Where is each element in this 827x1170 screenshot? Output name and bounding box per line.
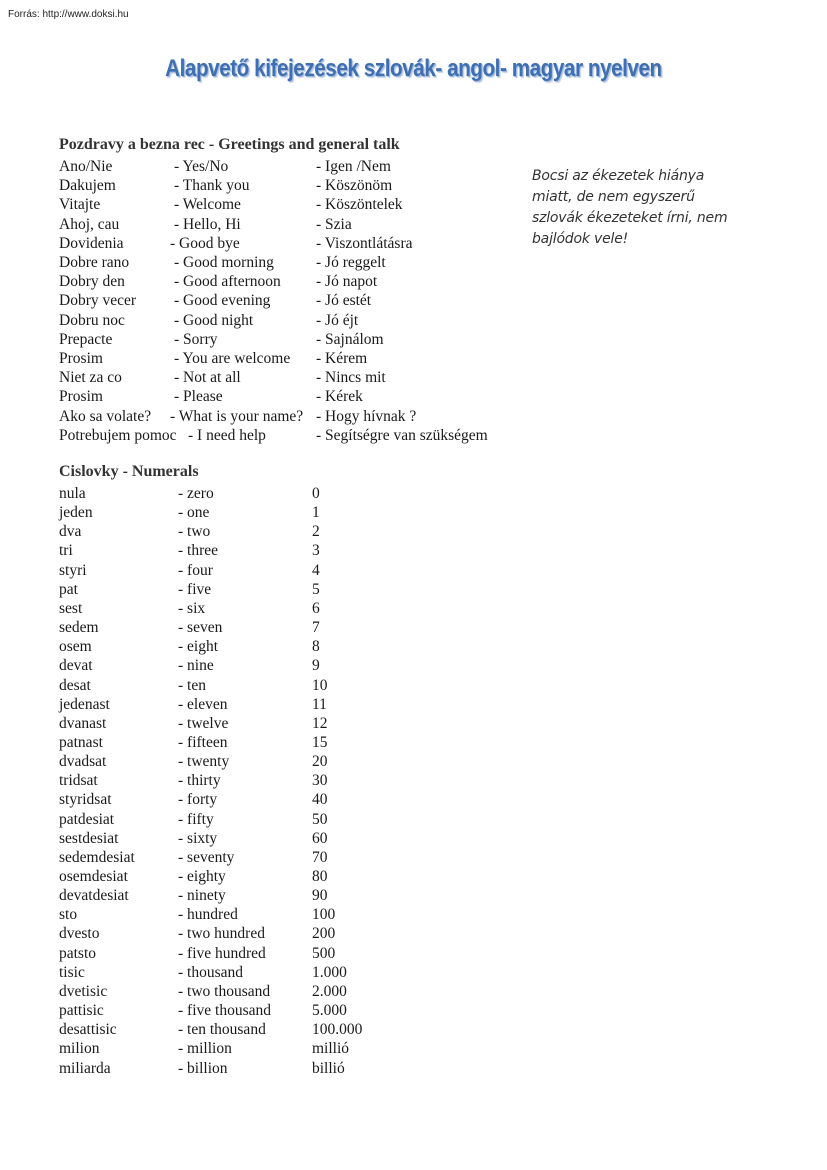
english-numeral: - billion [178, 1059, 228, 1077]
english-numeral: - five [178, 580, 212, 598]
numeral-value: 7 [312, 619, 320, 637]
numeral-value: 8 [312, 638, 320, 656]
slovak-phrase: Potrebujem pomoc [59, 426, 177, 444]
slovak-numeral: milion [59, 1040, 100, 1058]
english-phrase: - Welcome [174, 196, 241, 214]
hungarian-phrase: - Viszontlátásra [316, 234, 413, 252]
slovak-numeral: patsto [59, 944, 97, 962]
numeral-value: 200 [312, 925, 336, 943]
slovak-numeral: nula [59, 485, 86, 502]
hungarian-phrase: - Jó éjt [316, 311, 359, 329]
slovak-numeral: sto [59, 906, 78, 924]
english-numeral: - seven [178, 619, 223, 637]
english-phrase: - Good afternoon [174, 273, 281, 291]
slovak-phrase: Prosim [59, 388, 103, 406]
slovak-numeral: jedenast [59, 695, 110, 713]
english-numeral: - forty [178, 791, 218, 809]
slovak-phrase: Dobru noc [59, 311, 125, 329]
numeral-value: 2.000 [312, 982, 347, 1000]
slovak-numeral: dvesto [59, 925, 100, 943]
numeral-value: 30 [312, 772, 328, 790]
numerals-heading: Cislovky - Numerals [59, 463, 199, 480]
english-phrase: - What is your name? [170, 407, 304, 425]
english-numeral: - seventy [178, 848, 235, 866]
english-phrase: - Hello, Hi [174, 215, 241, 233]
hungarian-phrase: - Szia [316, 215, 352, 233]
hungarian-phrase: - Hogy hívnak ? [316, 407, 417, 425]
hungarian-phrase: - Köszöntelek [316, 196, 403, 214]
english-numeral: - two hundred [178, 925, 265, 943]
numeral-value: 2 [312, 523, 320, 541]
numeral-value: 90 [312, 887, 328, 905]
slovak-phrase: Dakujem [59, 177, 116, 195]
english-numeral: - four [178, 561, 213, 579]
slovak-phrase: Dobry vecer [59, 292, 137, 310]
slovak-numeral: osem [59, 638, 92, 656]
handwritten-note: Bocsi az ékezetek hiánya miatt, de nem egyszerű szlovák ékezeteket írni, nem bajlódok vele! [532, 168, 728, 247]
hungarian-phrase: - Jó reggelt [316, 254, 386, 271]
page-title: Alapvető kifejezések szlovák- angol- magyar nyelven [165, 55, 662, 82]
english-numeral: - thirty [178, 772, 221, 790]
english-numeral: - ninety [178, 887, 226, 905]
slovak-phrase: Ahoj, cau [59, 215, 120, 233]
english-phrase: - Sorry [174, 330, 218, 348]
slovak-numeral: sest [59, 599, 83, 617]
numeral-value: 5 [312, 580, 320, 598]
numeral-value: 6 [312, 599, 320, 617]
english-phrase: - Thank you [174, 177, 250, 195]
english-phrase: - Good night [174, 311, 254, 329]
english-numeral: - sixty [178, 829, 218, 847]
slovak-numeral: dvetisic [59, 982, 108, 1000]
english-numeral: - six [178, 599, 206, 617]
english-phrase: - Yes/No [174, 158, 229, 175]
hungarian-phrase: - Kérek [316, 388, 363, 406]
slovak-numeral: devatdesiat [59, 887, 129, 905]
slovak-numeral: osemdesiat [59, 868, 128, 885]
hungarian-phrase: - Segítségre van szükségem [316, 426, 488, 444]
slovak-phrase: Dovidenia [59, 234, 124, 252]
numeral-value: 100 [312, 906, 336, 924]
english-phrase: - Good morning [174, 254, 274, 271]
english-numeral: - two [178, 523, 211, 541]
slovak-numeral: dvadsat [59, 753, 107, 771]
numeral-value: 9 [312, 657, 320, 675]
slovak-numeral: patnast [59, 733, 103, 751]
slovak-numeral: styridsat [59, 791, 112, 809]
numeral-value: 1 [312, 504, 320, 522]
english-numeral: - thousand [178, 963, 244, 981]
slovak-numeral: styri [59, 561, 87, 579]
numeral-value: 3 [312, 542, 320, 560]
english-numeral: - three [178, 542, 219, 560]
slovak-phrase: Dobry den [59, 273, 125, 291]
greetings-heading: Pozdravy a bezna rec - Greetings and general talk [59, 136, 400, 153]
hungarian-phrase: - Igen /Nem [316, 158, 391, 175]
english-phrase: - Good bye [170, 234, 240, 252]
numeral-value: 1.000 [312, 963, 347, 981]
english-numeral: - eighty [178, 868, 226, 885]
hungarian-phrase: - Nincs mit [316, 369, 386, 387]
numeral-value: 15 [312, 733, 328, 751]
numeral-value: 500 [312, 944, 336, 962]
english-phrase: - Good evening [174, 292, 271, 310]
english-phrase: - Not at all [174, 369, 241, 387]
slovak-phrase: Prosim [59, 350, 103, 367]
slovak-numeral: sestdesiat [59, 829, 119, 847]
slovak-numeral: dva [59, 523, 82, 541]
slovak-numeral: devat [59, 657, 93, 675]
english-phrase: - Please [174, 388, 223, 406]
english-numeral: - twelve [178, 714, 229, 732]
slovak-numeral: tisic [59, 963, 85, 981]
slovak-numeral: sedemdesiat [59, 848, 135, 866]
hungarian-phrase: - Jó estét [316, 292, 372, 310]
numeral-value: 20 [312, 753, 328, 771]
numeral-value: millió [312, 1040, 350, 1058]
hungarian-phrase: - Köszönöm [316, 177, 393, 195]
numeral-value: 100.000 [312, 1021, 363, 1039]
numeral-value: billió [312, 1059, 345, 1077]
numeral-value: 11 [312, 695, 327, 713]
english-numeral: - five hundred [178, 944, 266, 962]
slovak-phrase: Ako sa volate? [59, 407, 152, 425]
english-numeral: - zero [178, 485, 214, 502]
english-numeral: - five thousand [178, 1002, 271, 1020]
english-numeral: - two thousand [178, 982, 271, 1000]
hungarian-phrase: - Sajnálom [316, 330, 384, 348]
numeral-value: 70 [312, 848, 328, 866]
slovak-numeral: pat [59, 580, 78, 598]
numeral-value: 10 [312, 676, 328, 694]
numeral-value: 5.000 [312, 1002, 347, 1020]
slovak-numeral: desat [59, 676, 91, 694]
slovak-numeral: jeden [59, 504, 93, 522]
numeral-value: 50 [312, 810, 328, 828]
slovak-phrase: Prepacte [59, 330, 113, 348]
english-numeral: - eleven [178, 695, 228, 713]
english-numeral: - nine [178, 657, 214, 675]
english-numeral: - fifty [178, 810, 214, 828]
slovak-numeral: tridsat [59, 772, 98, 790]
slovak-numeral: miliarda [59, 1059, 111, 1077]
hungarian-phrase: - Kérem [316, 350, 368, 367]
slovak-numeral: sedem [59, 619, 99, 637]
slovak-phrase: Niet za co [59, 369, 122, 387]
source-line: Forrás: http://www.doksi.hu [8, 9, 129, 20]
english-numeral: - ten [178, 676, 206, 694]
numeral-value: 0 [312, 485, 320, 502]
english-numeral: - fifteen [178, 733, 228, 751]
numeral-value: 60 [312, 829, 328, 847]
english-phrase: - You are welcome [174, 350, 291, 367]
slovak-numeral: patdesiat [59, 810, 115, 828]
numeral-value: 4 [312, 561, 320, 579]
english-numeral: - ten thousand [178, 1021, 266, 1039]
hungarian-phrase: - Jó napot [316, 273, 378, 291]
numeral-value: 40 [312, 791, 328, 809]
english-numeral: - one [178, 504, 210, 522]
english-phrase: - I need help [188, 426, 266, 444]
english-numeral: - eight [178, 638, 219, 656]
numeral-value: 80 [312, 868, 328, 885]
slovak-phrase: Dobre rano [59, 254, 130, 271]
numeral-value: 12 [312, 714, 328, 732]
slovak-phrase: Ano/Nie [59, 158, 113, 175]
english-numeral: - twenty [178, 753, 230, 771]
english-numeral: - million [178, 1040, 232, 1058]
slovak-numeral: desattisic [59, 1021, 117, 1039]
slovak-numeral: pattisic [59, 1002, 104, 1020]
english-numeral: - hundred [178, 906, 238, 924]
slovak-numeral: tri [59, 542, 73, 560]
slovak-phrase: Vitajte [59, 196, 101, 214]
slovak-numeral: dvanast [59, 714, 107, 732]
